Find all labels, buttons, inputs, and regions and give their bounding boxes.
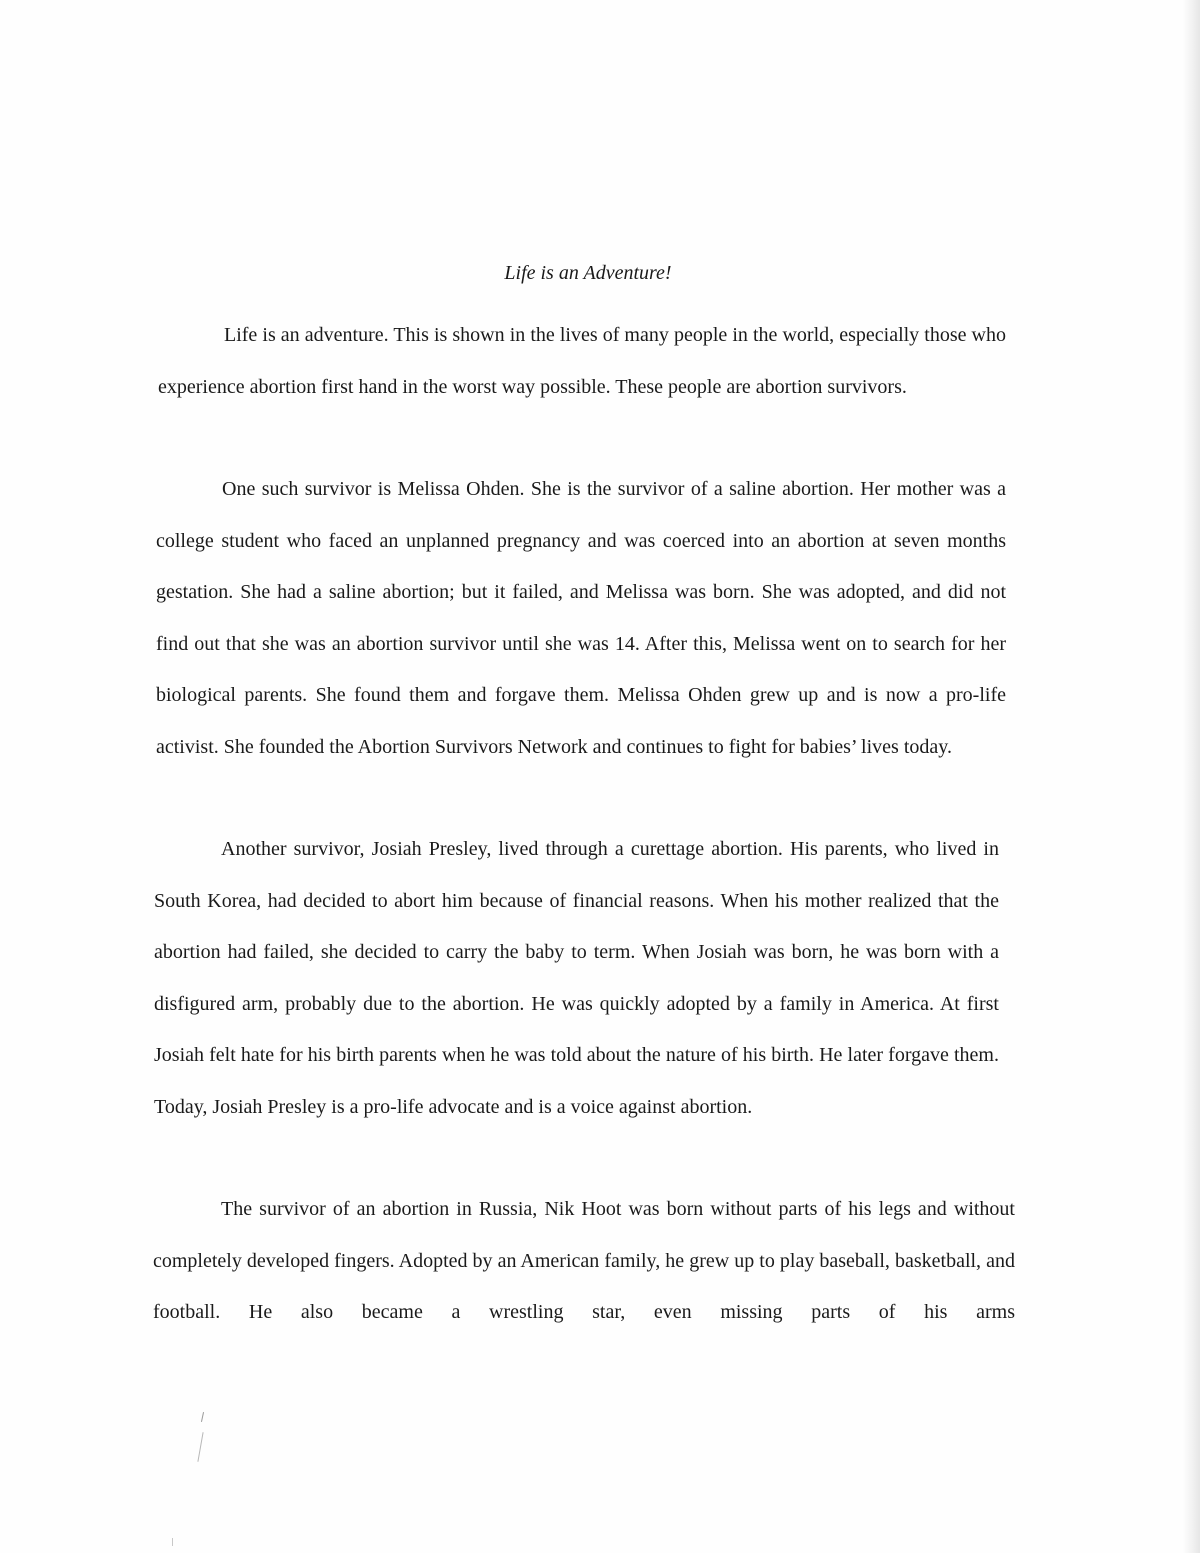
pencil-mark (197, 1432, 203, 1462)
paragraph-text: The survivor of an abortion in Russia, Nik Hoot was born without parts of his legs and without completely developed fingers. Adopted by an American family, he grew up to play baseball, basketball, and football. He also became a wrestling star, even missing parts of his arms (153, 1198, 1015, 1324)
document-title: Life is an Adventure! (504, 262, 672, 284)
paragraph-text: One such survivor is Melissa Ohden. She is the survivor of a saline abortion. Her mother was a college student who faced an unplanned pregnancy and was coerced into an abortion at seven months gestation. She had a saline abortion; but it failed, and Melissa was born. She was adopted, and did not find out that she was an abortion survivor until she was 14. After this, Melissa went on to search for her biological parents. She found them and forgave them. Melissa Ohden grew up and is now a pro-life activist. She founded the Abortion Survivors Network and continues to fight for babies’ lives today. (156, 478, 1006, 758)
pencil-mark (201, 1412, 204, 1422)
paragraph-nik-hoot (153, 1184, 1015, 1339)
paragraph-melissa-ohden (156, 464, 1006, 774)
scan-edge (1182, 0, 1200, 1553)
paragraph-josiah-presley (154, 824, 999, 1134)
paragraph-intro (158, 310, 1006, 413)
paragraph-text: Another survivor, Josiah Presley, lived through a curettage abortion. His parents, who lived in South Korea, had decided to abort him because of financial reasons. When his mother realized that the abortion had failed, she decided to carry the baby to term. When Josiah was born, he was born with a disfigured arm, probably due to the abortion. He was quickly adopted by a family in America. At first Josiah felt hate for his birth parents when he was told about the nature of his birth. He later forgave them. Today, Josiah Presley is a pro-life advocate and is a voice against abortion. (154, 838, 999, 1118)
pencil-mark (172, 1538, 173, 1546)
paragraph-text: Life is an adventure. This is shown in the lives of many people in the world, especially those who experience abortion first hand in the worst way possible. These people are abortion survivors. (158, 324, 1006, 398)
